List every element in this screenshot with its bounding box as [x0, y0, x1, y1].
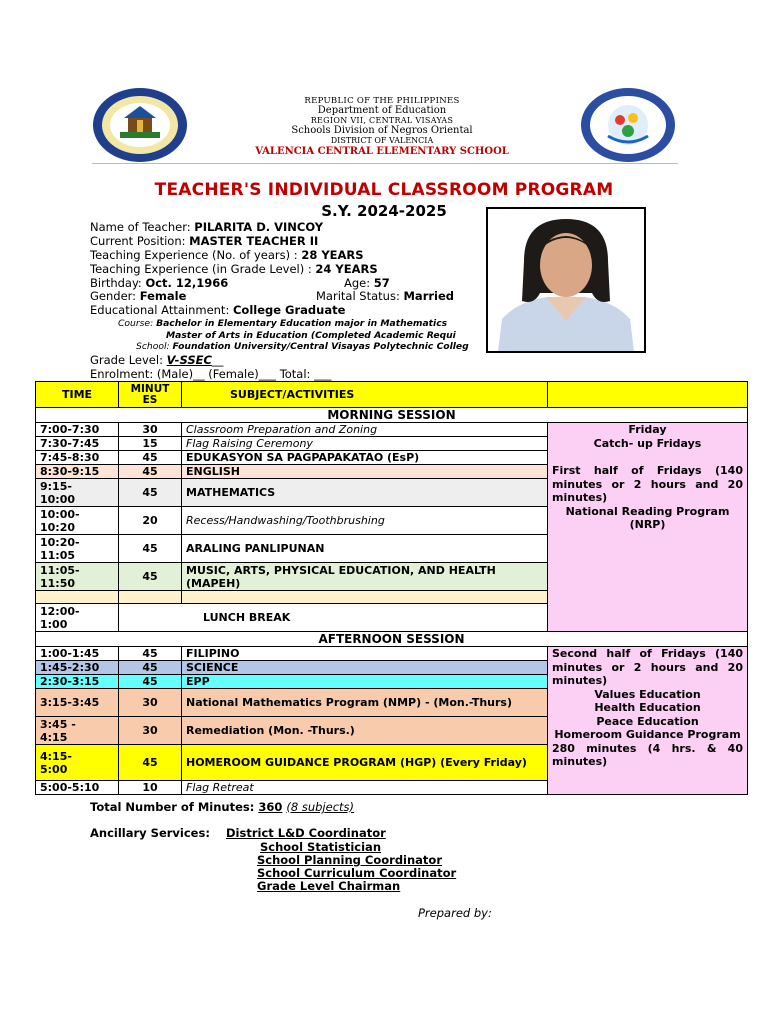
subject-column-header: SUBJECT/ACTIVITIES: [182, 382, 548, 408]
letterhead-district: DISTRICT OF VALENCIA: [330, 136, 434, 145]
table-row: 11:05- 11:50 45 MUSIC, ARTS, PHYSICAL EDUCATION, AND HEALTH (MAPEH): [36, 563, 748, 591]
teacher-name: PILARITA D. VINCOY: [194, 220, 324, 234]
table-row: 3:45 - 4:15 30 Remediation (Mon. -Thurs.): [36, 717, 748, 745]
morning-session-row: [36, 408, 748, 423]
enrolment-line: Enrolment: (Male)__ (Female)___ Total: ___: [90, 367, 332, 381]
current-position-line: Current Position: MASTER TEACHER II: [90, 234, 319, 248]
table-row: 1:00-1:45 45 FILIPINO Second half of Fridays (140 minutes or 2 hours and 20 minutes) Values Education Health Education Peace Education Homeroom Guidance Program 280 minutes (4 hrs. & 40 minutes): [36, 647, 748, 661]
total-minutes-line: Total Number of Minutes: 360 (8 subjects): [90, 800, 355, 814]
course-line-2: Master of Arts in Education (Completed Academic Requi: [166, 330, 456, 341]
experience-grade-line: Teaching Experience (in Grade Level) : 24 YEARS: [90, 262, 378, 276]
service-item: School Planning Coordinator: [257, 853, 443, 867]
gender-line: Gender: Female: [90, 289, 187, 303]
age-line: Age: 57: [344, 276, 390, 290]
school-line: School: Foundation University/Central Visayas Polytechnic Colleg: [136, 341, 469, 352]
table-row: 7:30-7:45 15 Flag Raising Ceremony: [36, 437, 748, 451]
lunch-break-label: LUNCH BREAK: [119, 604, 548, 632]
table-row: 10:00- 10:20 20 Recess/Handwashing/Toothbrushing: [36, 507, 748, 535]
course-line: Course: Bachelor in Elementary Education major in Mathematics: [118, 318, 448, 329]
school-letterhead: [232, 96, 532, 157]
service-item: School Curriculum Coordinator: [257, 866, 457, 880]
school-year: S.Y. 2024-2025: [321, 202, 447, 220]
lunch-row: 12:00- 1:00 LUNCH BREAK: [36, 604, 748, 632]
table-row: 5:00-5:10 10 Flag Retreat: [36, 781, 748, 795]
teacher-name-line: Name of Teacher: PILARITA D. VINCOY: [90, 220, 324, 234]
table-row: 10:20- 11:05 45 ARALING PANLIPUNAN: [36, 535, 748, 563]
letterhead-republic: REPUBLIC OF THE PHILIPPINES: [304, 96, 460, 106]
teacher-photo: [486, 207, 646, 353]
birthday-line: Birthday: Oct. 12,1966: [90, 276, 229, 290]
deped-seal-logo: [578, 86, 678, 164]
time-column-header: TIME: [36, 382, 119, 408]
friday-morning-cell: Friday Catch- up Fridays First half of Fridays (140 minutes or 2 hours and 20 minutes) National Reading Program (NRP): [548, 423, 748, 632]
document-title: TEACHER'S INDIVIDUAL CLASSROOM PROGRAM: [154, 180, 614, 200]
experience-years-line: Teaching Experience (No. of years) : 28 YEARS: [90, 248, 364, 262]
educational-attainment-line: Educational Attainment: College Graduate: [90, 303, 346, 317]
prepared-by-label: Prepared by:: [418, 906, 492, 920]
table-header-row: [36, 382, 748, 408]
afternoon-session-row: [36, 632, 748, 647]
service-item: School Statistician: [260, 840, 382, 854]
ancillary-label: Ancillary Services:: [90, 826, 210, 840]
marital-status-line: Marital Status: Married: [316, 289, 455, 303]
header-divider: [92, 163, 678, 164]
afternoon-session-label: AFTERNOON SESSION: [36, 632, 748, 647]
letterhead-division: Schools Division of Negros Oriental: [291, 125, 473, 136]
table-row: 4:15- 5:00 45 HOMEROOM GUIDANCE PROGRAM (HGP) (Every Friday): [36, 745, 748, 781]
table-row: 7:00-7:30 30 Classroom Preparation and Zoning Friday Catch- up Fridays First half of Fridays (140 minutes or 2 hours and 20 minutes) National Reading Program (NRP): [36, 423, 748, 437]
letterhead-school-name: VALENCIA CENTRAL ELEMENTARY SCHOOL: [255, 146, 509, 157]
minutes-column-header: MINUT ES: [119, 382, 182, 408]
table-row: 9:15- 10:00 45 MATHEMATICS: [36, 479, 748, 507]
friday-afternoon-cell: Second half of Fridays (140 minutes or 2 hours and 20 minutes) Values Education Health Education Peace Education Homeroom Guidance Program 280 minutes (4 hrs. & 40 minutes): [548, 647, 748, 795]
morning-session-label: MORNING SESSION: [36, 408, 748, 423]
grade-level-line: Grade Level: V-SSEC__: [90, 353, 224, 367]
letterhead-deped: Department of Education: [317, 105, 447, 116]
schedule-table: [35, 381, 748, 795]
school-seal-logo: [90, 86, 190, 164]
service-item: District L&D Coordinator: [226, 826, 386, 840]
letterhead-region: REGION VII, CENTRAL VISAYAS: [310, 116, 454, 125]
table-row: 7:45-8:30 45 EDUKASYON SA PAGPAPAKATAO (EsP): [36, 451, 748, 465]
table-row: 3:15-3:45 30 National Mathematics Program (NMP) - (Mon.-Thurs): [36, 689, 748, 717]
table-row: 8:30-9:15 45 ENGLISH: [36, 465, 748, 479]
current-position: MASTER TEACHER II: [189, 234, 319, 248]
table-row: 1:45-2:30 45 SCIENCE: [36, 661, 748, 675]
service-item: Grade Level Chairman: [257, 879, 401, 893]
table-row: 2:30-3:15 45 EPP: [36, 675, 748, 689]
side-header-cell: [548, 382, 748, 408]
